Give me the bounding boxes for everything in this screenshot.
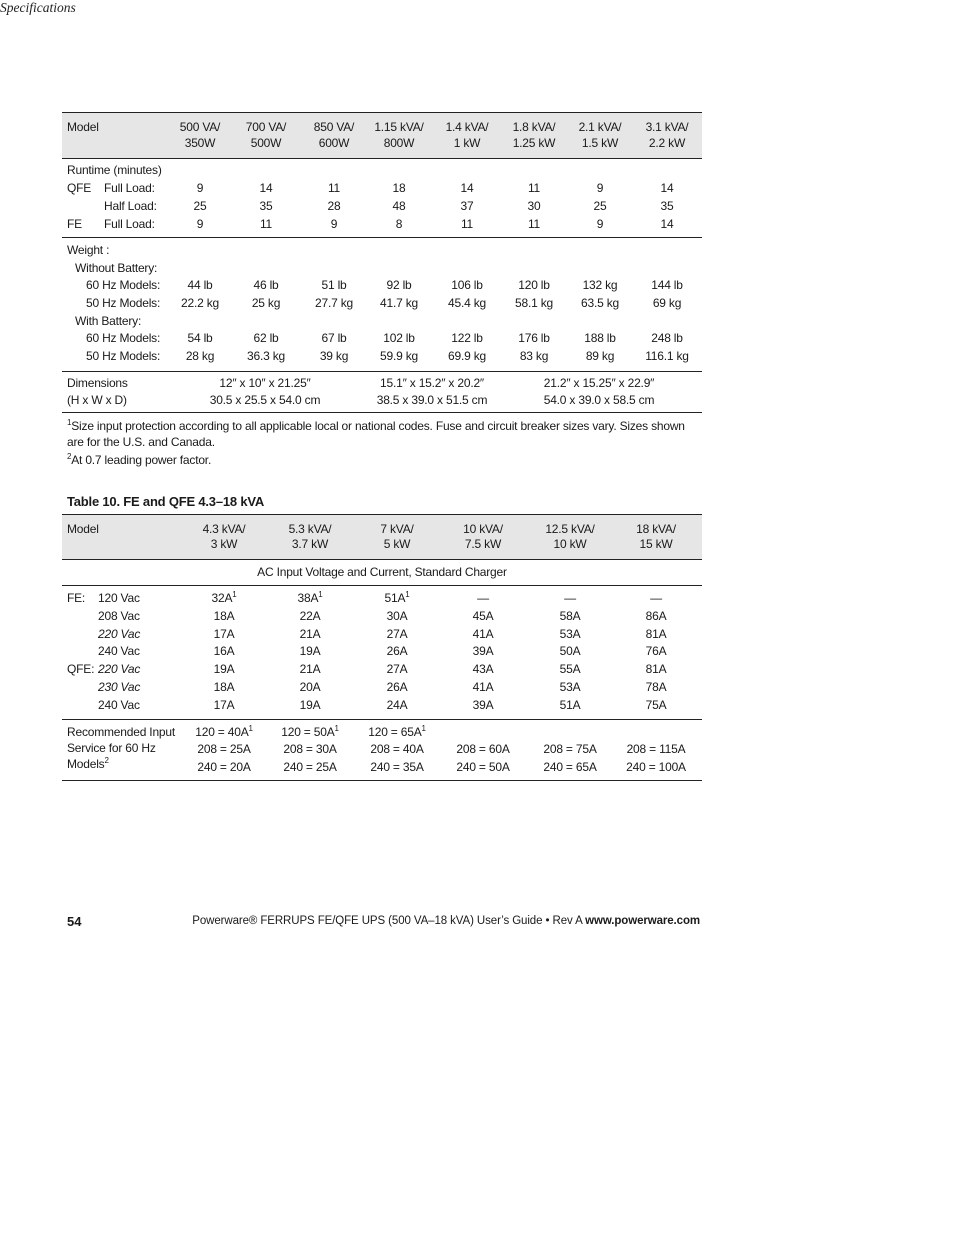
bottom-rule (62, 780, 702, 781)
column-header: 700 VA/ (245, 120, 287, 134)
dimensions-cell: 38.5 x 39.0 x 51.5 cm (376, 393, 488, 407)
voltage-label: 240 Vac (98, 644, 140, 659)
table-cell: 39 kg (319, 349, 349, 363)
table-cell: 22A (299, 608, 321, 623)
table-cell: 35 (259, 199, 273, 213)
dimensions-cell: 15.1″ x 15.2″ x 20.2″ (380, 376, 484, 390)
column-header: 2.1 kVA/ (578, 120, 622, 134)
full-load-label: Full Load: (104, 181, 155, 195)
column-header: 7 kVA/ (380, 522, 414, 536)
weight-label: Weight : (67, 243, 110, 257)
table-cell: 132 kg (582, 278, 618, 292)
table-cell: 208 = 25A (197, 742, 251, 756)
table-cell: 46 lb (253, 278, 279, 292)
table-cell: $38A^1$ (297, 590, 323, 605)
table-cell: — (650, 591, 662, 605)
voltage-label: 240 Vac (98, 697, 140, 712)
table-cell: $120 = 40A^1$ (195, 724, 253, 739)
footnote-ref: 1 (405, 590, 410, 599)
dimensions-sub-label: (H x W x D) (67, 393, 127, 407)
runtime-rule (62, 237, 702, 238)
table-cell: 8 (395, 217, 403, 231)
table-cell: 25 (593, 199, 607, 213)
model-header: Model (67, 522, 99, 536)
table-cell: 9 (330, 217, 338, 231)
without-battery-label: Without Battery: (75, 261, 158, 275)
voltage-label: 208 Vac (98, 608, 140, 623)
footnote-ref: 1 (421, 724, 426, 733)
table-cell: $51A^1$ (384, 590, 410, 605)
table-cell: 20A (299, 680, 321, 694)
page-number: 54 (67, 914, 82, 929)
table-cell: 27A (386, 626, 408, 641)
recommended-label: Recommended Input (67, 725, 175, 739)
runtime-label: Runtime (minutes) (67, 163, 162, 177)
table-cell: 16A (213, 644, 235, 659)
qfe-label: QFE (67, 181, 92, 195)
table-cell: 69 kg (652, 296, 682, 310)
table-10-caption: Table 10. FE and QFE 4.3–18 kVA (67, 494, 265, 509)
table-cell: 11 (460, 217, 474, 231)
recommended-label: Service for 60 Hz (67, 741, 156, 755)
table-cell: 21A (299, 626, 321, 641)
column-header: 5.3 kVA/ (288, 522, 332, 536)
footnote-ref: 1 (232, 590, 237, 599)
footnote-1-mark: 1 (67, 418, 72, 427)
top-rule (62, 112, 702, 113)
footer-text: Powerware® FERRUPS FE/QFE UPS (500 VA–18 kVA) User’s Guide • Rev A (192, 915, 586, 927)
table-cell: 122 lb (451, 331, 483, 345)
table-cell: 39A (472, 644, 494, 659)
column-header: 3.7 kW (291, 537, 329, 551)
table-cell: 30 (527, 199, 541, 213)
table-cell: 18A (213, 680, 235, 694)
table-cell: 59.9 kg (380, 349, 418, 363)
column-header: 1 kW (453, 136, 481, 150)
table-cell: 55A (559, 662, 581, 677)
column-header: 10 kVA/ (463, 522, 503, 536)
table-cell: 43A (472, 662, 494, 677)
table-cell: 14 (259, 181, 273, 195)
table-cell: 11 (259, 217, 273, 231)
hz50-label: 50 Hz Models: (86, 349, 161, 363)
dimensions-label: Dimensions (67, 376, 128, 390)
table-cell: 39A (472, 697, 494, 712)
dimensions-cell: 21.2″ x 15.25″ x 22.9″ (543, 376, 655, 390)
column-header: 1.25 kW (512, 136, 556, 150)
table-cell: 176 lb (518, 331, 550, 345)
table-cell: 27.7 kg (315, 296, 353, 310)
dimensions-cell: 12″ x 10″ x 21.25″ (219, 376, 311, 390)
footnote-ref: 1 (334, 724, 339, 733)
table-cell: 248 lb (651, 331, 683, 345)
weight-rule (62, 371, 702, 372)
table-cell: 240 = 100A (626, 760, 686, 774)
hz50-label: 50 Hz Models: (86, 296, 161, 310)
table-cell: 11 (527, 217, 541, 231)
column-header: 1.4 kVA/ (445, 120, 489, 134)
table-cell: 24A (386, 697, 408, 712)
table-cell: 240 = 50A (456, 760, 510, 774)
table-cell: 19A (299, 697, 321, 712)
table-cell: 208 = 40A (370, 742, 424, 756)
table-cell: 75A (645, 697, 667, 712)
table-cell: 62 lb (253, 331, 279, 345)
header-rule (62, 559, 702, 560)
footnote-1 (67, 418, 687, 450)
table-cell: 51A (559, 697, 581, 712)
table-cell: 18 (392, 181, 406, 195)
table-cell: 81A (645, 662, 667, 677)
table-cell: 76A (645, 644, 667, 659)
running-head: Specifications (0, 0, 76, 15)
table-cell: 240 = 65A (543, 760, 597, 774)
column-header: 800W (383, 136, 415, 150)
half-load-label: Half Load: (104, 199, 157, 213)
section-title: AC Input Voltage and Current, Standard Charger (257, 565, 507, 579)
table-cell: 41A (472, 680, 494, 694)
table-cell: 30A (386, 608, 408, 623)
table-cell: 21A (299, 662, 321, 677)
footnote-2 (67, 452, 687, 468)
page-footer (192, 915, 700, 927)
table-cell: 11 (327, 181, 341, 195)
voltage-label: 120 Vac (98, 591, 140, 605)
fe-label: FE (67, 217, 82, 231)
table-cell: 9 (196, 181, 204, 195)
specifications-table-1 (62, 112, 702, 414)
dimensions-cell: 30.5 x 25.5 x 54.0 cm (209, 393, 321, 407)
column-header: 15 kW (639, 537, 673, 551)
fe-label: FE: (67, 591, 86, 605)
column-header: 500 VA/ (179, 120, 221, 134)
top-rule (62, 514, 702, 515)
table-cell: 45A (472, 608, 494, 623)
table-cell: $120 = 65A^1$ (368, 724, 426, 739)
with-battery-label: With Battery: (75, 314, 142, 328)
table-cell: 208 = 60A (456, 742, 510, 756)
table-cell: 9 (196, 217, 204, 231)
table-cell: 19A (213, 662, 235, 677)
table-cell: 144 lb (651, 278, 683, 292)
voltage-label: 220 Vac (98, 662, 141, 677)
table-cell: 9 (596, 217, 604, 231)
dimensions-cell: 54.0 x 39.0 x 58.5 cm (543, 393, 655, 407)
table-cell: 102 lb (383, 331, 415, 345)
table-cell: 44 lb (187, 278, 213, 292)
column-header: 2.2 kW (648, 136, 686, 150)
footnote-ref: 2 (104, 756, 109, 765)
section-rule (62, 585, 702, 586)
table-cell: 11 (527, 181, 541, 195)
table-cell: 106 lb (451, 278, 483, 292)
table-cell: 58.1 kg (515, 296, 553, 310)
table-cell: 17A (213, 626, 235, 641)
column-header: 1.5 kW (581, 136, 619, 150)
column-header: 3.1 kVA/ (645, 120, 689, 134)
table-cell: 37 (460, 199, 474, 213)
table-cell: 48 (392, 199, 406, 213)
table-cell: 208 = 75A (543, 742, 597, 756)
table-cell: 26A (386, 680, 408, 694)
column-header: 350W (184, 136, 216, 150)
full-load-label: Full Load: (104, 217, 155, 231)
table-cell: 208 = 30A (283, 742, 337, 756)
column-header: 1.15 kVA/ (374, 120, 424, 134)
table-cell: $120 = 50A^1$ (281, 724, 339, 739)
table-cell: 35 (660, 199, 674, 213)
table-cell: 50A (559, 644, 581, 659)
table-cell: 63.5 kg (581, 296, 619, 310)
table-cell: 41A (472, 626, 494, 641)
table-cell: 86A (645, 608, 667, 623)
table-cell: 14 (660, 217, 674, 231)
table-cell: 58A (559, 608, 581, 623)
hz60-label: 60 Hz Models: (86, 331, 161, 345)
specifications-table-10 (62, 514, 702, 782)
column-header: 1.8 kVA/ (512, 120, 556, 134)
column-header: 500W (250, 136, 282, 150)
table-cell: 120 lb (518, 278, 550, 292)
footnote-2-text: At 0.7 leading power factor. (71, 453, 212, 467)
table-cell: 69.9 kg (448, 349, 486, 363)
table-cell: 240 = 25A (283, 760, 337, 774)
table-cell: 28 (327, 199, 341, 213)
table-cell: 54 lb (187, 331, 213, 345)
table-cell: 45.4 kg (448, 296, 486, 310)
table-cell: 25 kg (251, 296, 281, 310)
model-header: Model (67, 120, 99, 134)
table-cell: 83 kg (519, 349, 549, 363)
table-cell: 9 (596, 181, 604, 195)
table-cell: 92 lb (386, 278, 412, 292)
table-cell: 28 kg (185, 349, 215, 363)
table-cell: 17A (213, 697, 235, 712)
table-cell: 67 lb (321, 331, 347, 345)
table-cell: 208 = 115A (626, 742, 686, 756)
table-cell: 188 lb (584, 331, 616, 345)
column-header: 7.5 kW (464, 537, 502, 551)
column-header: 10 kW (553, 537, 587, 551)
table-cell: 78A (645, 680, 667, 694)
table-cell: 51 lb (321, 278, 347, 292)
column-header: 4.3 kVA/ (202, 522, 246, 536)
footnote-1-text: Size input protection according to all applicable local or national codes. Fuse and circuit breaker sizes vary. Sizes shown are for the U.S. and Canada. (67, 419, 685, 449)
table-cell: 53A (559, 626, 581, 641)
footer-url: www.powerware.com (585, 915, 700, 927)
voltage-label: 220 Vac (98, 626, 141, 641)
column-header: 850 VA/ (313, 120, 355, 134)
table-cell: 36.3 kg (247, 349, 285, 363)
bottom-rule (62, 412, 702, 413)
footnote-ref: 1 (248, 724, 253, 733)
column-header: 600W (318, 136, 350, 150)
hz60-label: 60 Hz Models: (86, 278, 161, 292)
qfe-label: QFE: (67, 662, 95, 676)
recommended-label: Models$^2$ (67, 756, 109, 771)
voltage-label: 230 Vac (98, 680, 141, 694)
footnote-2-mark: 2 (67, 452, 72, 461)
table-cell: — (564, 591, 576, 605)
column-header: 18 kVA/ (636, 522, 676, 536)
footnote-ref: 1 (318, 590, 323, 599)
table-cell: 89 kg (585, 349, 615, 363)
table-cell: 22.2 kg (181, 296, 219, 310)
table-cell: 14 (660, 181, 674, 195)
table-cell: 19A (299, 644, 321, 659)
table-cell: $32A^1$ (211, 590, 237, 605)
table-cell: 240 = 20A (197, 760, 251, 774)
table-cell: — (477, 591, 489, 605)
header-rule (62, 158, 702, 159)
table-cell: 81A (645, 626, 667, 641)
table-cell: 27A (386, 662, 408, 677)
table-cell: 240 = 35A (370, 760, 424, 774)
table-cell: 53A (559, 680, 581, 694)
column-header: 5 kW (383, 537, 411, 551)
table-cell: 26A (386, 644, 408, 659)
table-cell: 116.1 kg (645, 349, 689, 363)
current-rule (62, 719, 702, 720)
table-cell: 18A (213, 608, 235, 623)
column-header: 3 kW (210, 537, 238, 551)
column-header: 12.5 kVA/ (545, 522, 595, 536)
table-cell: 41.7 kg (380, 296, 418, 310)
table-cell: 25 (193, 199, 207, 213)
table-cell: 14 (460, 181, 474, 195)
